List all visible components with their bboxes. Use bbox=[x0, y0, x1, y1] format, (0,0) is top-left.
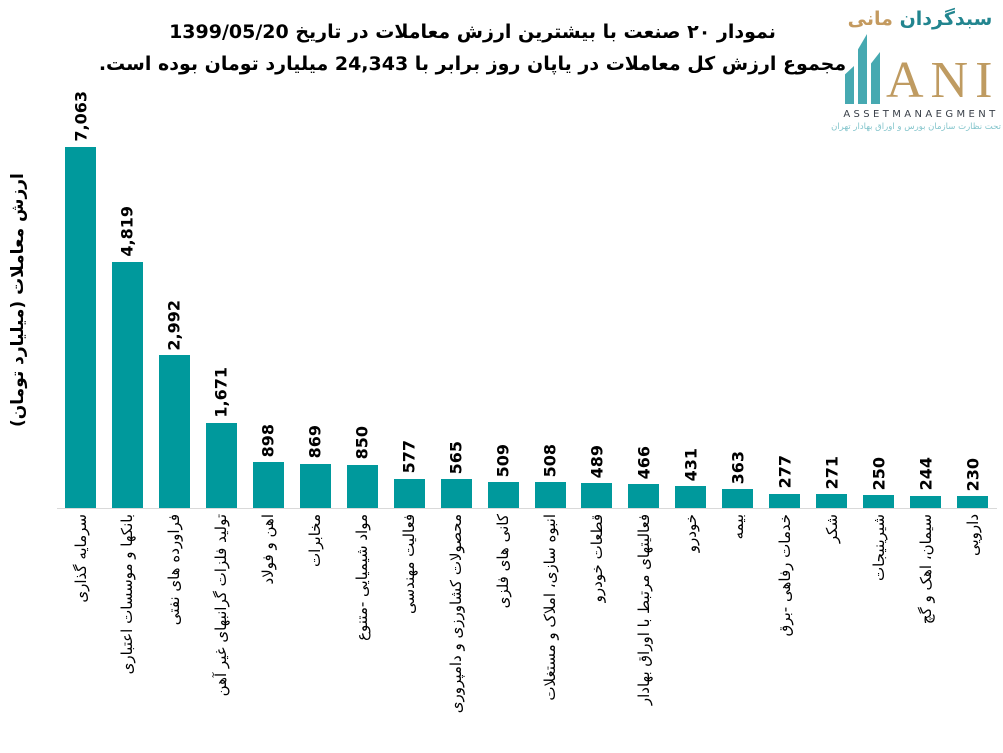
category-label: فعالیت مهندسی bbox=[400, 514, 419, 614]
bar-value-label: 271 bbox=[822, 455, 842, 490]
bar-value-label: 869 bbox=[305, 425, 325, 459]
category-label: خدمات رفاهی -برق bbox=[775, 514, 794, 637]
bar bbox=[441, 479, 472, 508]
category-label: فراورده های نفتی bbox=[165, 514, 184, 626]
y-axis-label: ارزش معاملات (میلیارد تومان) bbox=[8, 173, 28, 427]
category-label: مخابرات bbox=[306, 514, 325, 568]
category-label: قطعات خودرو bbox=[587, 514, 606, 603]
category-label: بانکها و موسسات اعتباری bbox=[118, 514, 137, 675]
bar-value-label: 577 bbox=[399, 440, 419, 474]
bar bbox=[863, 495, 894, 508]
bar bbox=[253, 462, 284, 508]
category-label: سرمایه گذاری bbox=[71, 514, 90, 603]
bar-value-label: 466 bbox=[634, 445, 654, 480]
logo-subtitle: ASSETMANAEGMENT bbox=[843, 109, 999, 120]
chart-title-line2: مجموع ارزش کل معاملات در یاپان روز برابر با 24,343 میلیارد تومان بوده است. bbox=[98, 53, 847, 75]
bar bbox=[394, 479, 425, 509]
logo-brand-farsi-main: سبدگردان bbox=[899, 8, 993, 30]
bar-value-label: 363 bbox=[728, 451, 748, 485]
bar-value-label: 244 bbox=[916, 457, 936, 491]
category-label: محصولات کشاورزی و دامپروری bbox=[447, 514, 466, 714]
bar-value-label: 4,819 bbox=[117, 206, 137, 257]
category-labels bbox=[57, 514, 996, 749]
bar bbox=[112, 262, 143, 508]
bar bbox=[910, 496, 941, 509]
category-label: مواد شیمیایی -متنوع bbox=[353, 514, 372, 641]
category-label: اهن و فولاد bbox=[259, 514, 278, 585]
category-label: انبوه سازی، املاک و مستغلات bbox=[541, 514, 559, 701]
category-label: تولید فلزات گرانبهای غیر آهن bbox=[212, 514, 231, 697]
bar-value-label: 7,063 bbox=[71, 91, 90, 142]
category-label: فعالیتهای مرتبط با اوراق بهادار bbox=[634, 514, 653, 706]
bar-value-label: 431 bbox=[681, 447, 701, 481]
category-label: دارویی bbox=[963, 514, 982, 557]
bar bbox=[957, 496, 988, 508]
category-label: بیمه bbox=[728, 514, 747, 540]
bar bbox=[488, 482, 519, 508]
plot-area bbox=[57, 0, 996, 508]
bar bbox=[816, 494, 847, 508]
bar-value-label: 565 bbox=[446, 440, 466, 475]
bar bbox=[65, 147, 96, 508]
category-label: سیمان، اهک و گچ bbox=[916, 514, 935, 625]
category-label: شکر bbox=[822, 514, 841, 544]
bar bbox=[675, 486, 706, 508]
bar-value-label: 898 bbox=[258, 423, 278, 458]
bar bbox=[535, 482, 566, 508]
bar-value-label: 850 bbox=[352, 426, 372, 460]
bar bbox=[206, 423, 237, 508]
bar bbox=[347, 465, 378, 508]
bar-value-label: 2,992 bbox=[164, 299, 184, 351]
chart-title-line1: نمودار ۲۰ صنعت با بیشترین ارزش معاملات در تاریخ 1399/05/20 bbox=[169, 21, 776, 43]
x-axis-line bbox=[57, 508, 997, 509]
category-label: کانی های فلزی bbox=[494, 514, 512, 609]
bar-value-label: 508 bbox=[540, 443, 560, 477]
bar-value-label: 1,671 bbox=[211, 367, 231, 418]
bar-value-label: 489 bbox=[587, 444, 607, 478]
bar bbox=[769, 494, 800, 508]
category-label: خودرو bbox=[681, 514, 700, 553]
bar bbox=[581, 483, 612, 508]
logo-brand-latin: ANI bbox=[886, 52, 1000, 110]
bar-value-label: 277 bbox=[775, 455, 795, 489]
bar-value-label: 250 bbox=[869, 456, 889, 491]
bar bbox=[722, 489, 753, 508]
bar-value-label: 509 bbox=[493, 443, 513, 477]
bar-value-label: 230 bbox=[963, 457, 982, 492]
logo-tagline: تحت نظارت سازمان بورس و اوراق بهادار تهران bbox=[831, 122, 1001, 132]
bar bbox=[628, 484, 659, 508]
category-label: شیرینیجات bbox=[869, 514, 888, 581]
logo-brand-farsi-accent: مانی bbox=[847, 8, 893, 30]
bar bbox=[300, 464, 331, 508]
bar bbox=[159, 355, 190, 508]
